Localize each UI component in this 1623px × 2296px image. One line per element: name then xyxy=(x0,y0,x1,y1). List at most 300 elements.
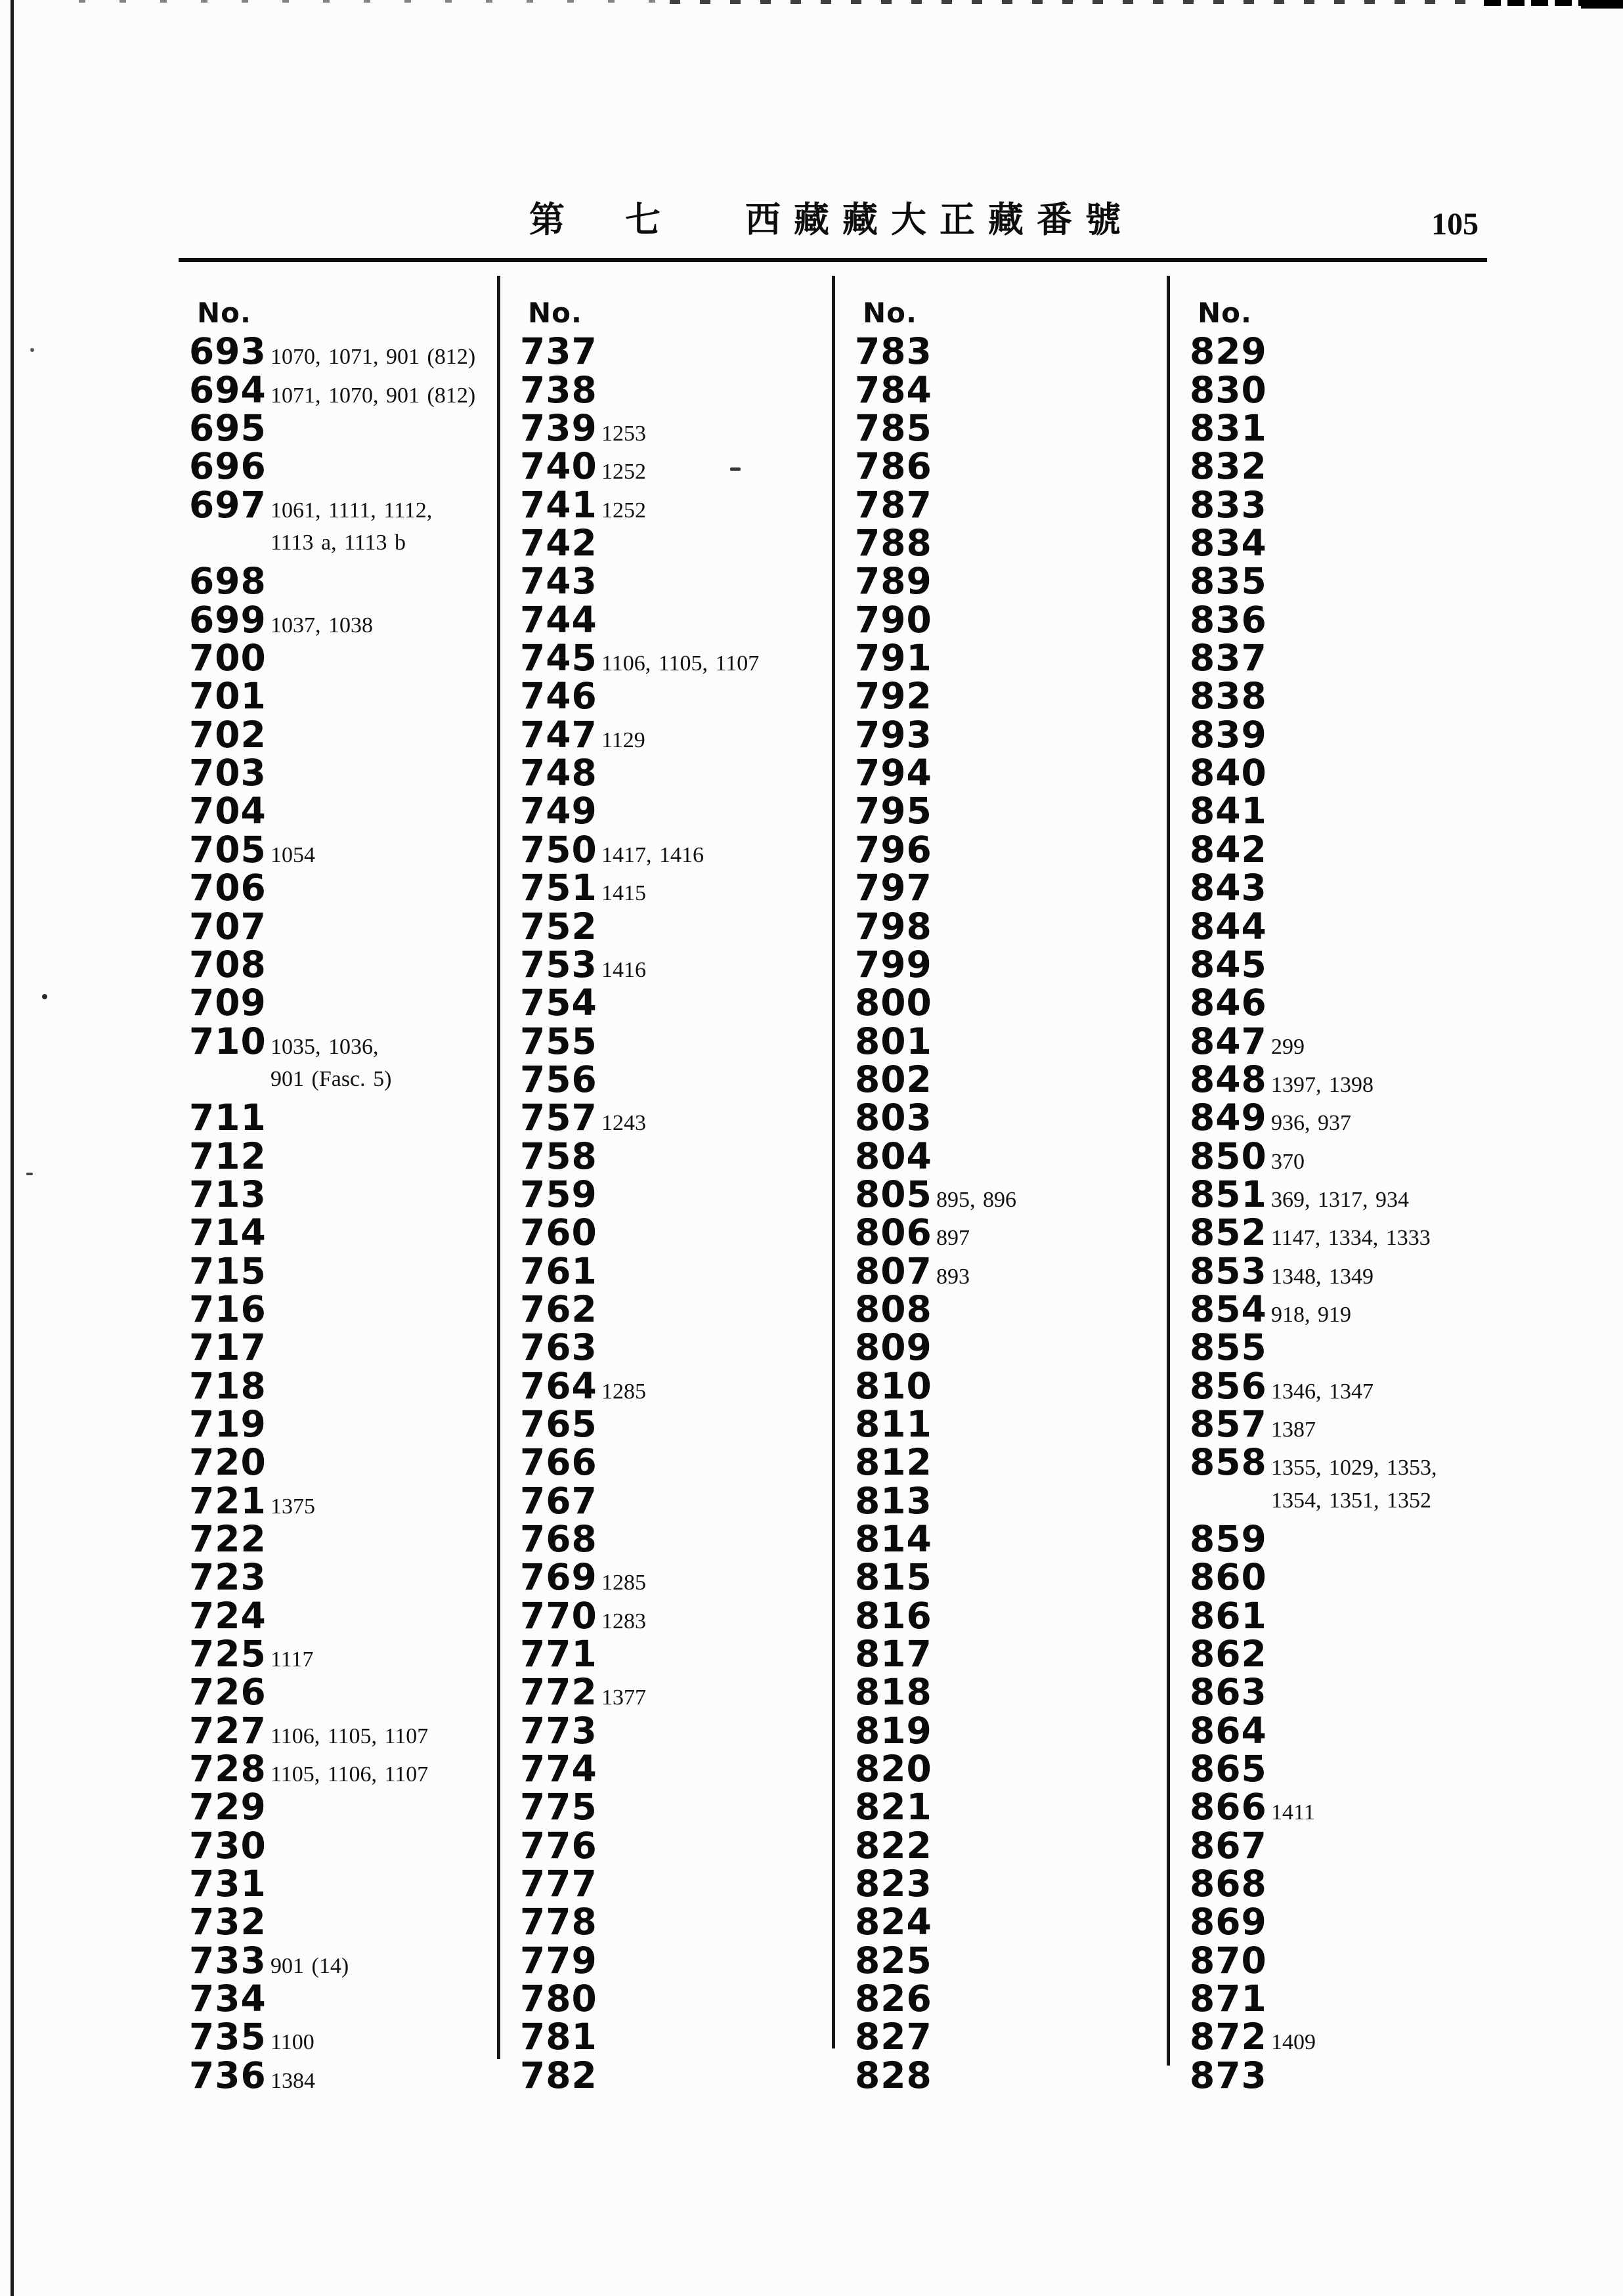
tibetan-canon-number: 722 xyxy=(189,1518,267,1560)
tibetan-canon-number: 749 xyxy=(520,790,597,833)
tibetan-canon-number: 713 xyxy=(189,1173,267,1215)
taisho-canon-refs: 1105, 1106, 1107 xyxy=(270,1762,429,1787)
table-row xyxy=(520,1060,829,1098)
table-row xyxy=(520,1824,829,1867)
table-row xyxy=(520,1137,829,1175)
table-row xyxy=(1190,1941,1498,1980)
taisho-canon-refs: 897 xyxy=(936,1226,970,1251)
tibetan-canon-number: 825 xyxy=(855,1939,932,1982)
table-row xyxy=(855,1633,1163,1676)
tibetan-canon-number: 862 xyxy=(1190,1633,1267,1676)
taisho-canon-refs: 1375 xyxy=(270,1494,315,1519)
tibetan-canon-number: 714 xyxy=(189,1211,267,1254)
taisho-canon-refs: 1409 xyxy=(1271,2030,1316,2055)
tibetan-canon-number: 762 xyxy=(520,1288,597,1330)
scan-artifact xyxy=(1581,0,1623,9)
table-row xyxy=(520,1750,829,1788)
taisho-canon-refs: 1285 xyxy=(601,1570,646,1595)
tibetan-canon-number: 871 xyxy=(1190,1978,1267,2020)
table-row xyxy=(189,1520,498,1558)
table-row xyxy=(855,1441,1163,1484)
tibetan-canon-number: 734 xyxy=(189,1978,267,2020)
table-row xyxy=(520,790,829,833)
table-row xyxy=(855,1402,1163,1445)
table-row xyxy=(855,675,1163,718)
tibetan-canon-number: 784 xyxy=(855,368,932,411)
taisho-canon-refs: 1384 xyxy=(270,2068,315,2093)
table-row xyxy=(855,560,1163,603)
tibetan-canon-number: 793 xyxy=(855,713,932,756)
taisho-canon-refs: 1117 xyxy=(270,1647,314,1672)
tibetan-canon-number: 772 xyxy=(520,1671,597,1714)
tibetan-canon-number: 758 xyxy=(520,1135,597,1177)
tibetan-canon-number: 765 xyxy=(520,1402,597,1445)
table-row xyxy=(855,1098,1163,1137)
tibetan-canon-number: 780 xyxy=(520,1978,597,2020)
table-row xyxy=(189,1175,498,1213)
table-row xyxy=(855,1671,1163,1714)
tibetan-canon-number: 766 xyxy=(520,1441,597,1484)
tibetan-canon-number: 828 xyxy=(855,2054,932,2096)
table-row xyxy=(1190,1290,1498,1328)
tibetan-canon-number: 752 xyxy=(520,905,597,947)
table-row xyxy=(1190,445,1498,488)
table-row xyxy=(520,2056,829,2094)
tibetan-canon-number: 775 xyxy=(520,1786,597,1829)
taisho-canon-refs: 370 xyxy=(1271,1149,1305,1174)
table-row xyxy=(855,713,1163,756)
taisho-canon-refs: 1397, 1398 xyxy=(1271,1072,1374,1097)
table-row xyxy=(855,2056,1163,2094)
table-row xyxy=(855,637,1163,680)
tibetan-canon-number: 760 xyxy=(520,1211,597,1254)
tibetan-canon-number: 702 xyxy=(189,713,267,756)
table-row xyxy=(520,637,829,680)
taisho-canon-refs: 1283 xyxy=(601,1609,646,1634)
tibetan-canon-number: 858 xyxy=(1190,1441,1267,1484)
table-row xyxy=(520,713,829,756)
tibetan-canon-number: 703 xyxy=(189,752,267,794)
table-row xyxy=(520,1022,829,1060)
tibetan-canon-number: 704 xyxy=(189,790,267,833)
tibetan-canon-number: 778 xyxy=(520,1901,597,1943)
tibetan-canon-number: 817 xyxy=(855,1633,932,1676)
taisho-canon-refs: 1348, 1349 xyxy=(1271,1264,1374,1289)
table-row xyxy=(1190,675,1498,718)
table-row xyxy=(520,1479,829,1522)
tibetan-canon-number: 763 xyxy=(520,1326,597,1369)
tibetan-canon-number: 721 xyxy=(189,1479,267,1522)
tibetan-canon-number: 694 xyxy=(189,368,267,411)
taisho-canon-refs: 1037, 1038 xyxy=(270,613,373,638)
taisho-canon-refs: 1416 xyxy=(601,957,646,982)
taisho-canon-refs: 1253 xyxy=(601,422,646,446)
taisho-canon-refs: 1071, 1070, 901 (812) xyxy=(270,383,476,408)
tibetan-canon-number: 782 xyxy=(520,2054,597,2096)
tibetan-canon-number: 839 xyxy=(1190,713,1267,756)
tibetan-canon-number: 802 xyxy=(855,1058,932,1100)
tibetan-canon-number: 736 xyxy=(189,2054,267,2096)
taisho-canon-refs: 1285 xyxy=(601,1379,646,1404)
table-row xyxy=(1190,598,1498,641)
taisho-canon-refs: 1252 xyxy=(601,460,646,485)
tibetan-canon-number: 776 xyxy=(520,1824,597,1867)
taisho-canon-refs: 1147, 1334, 1333 xyxy=(1271,1226,1431,1251)
table-row xyxy=(189,483,498,526)
tibetan-canon-number: 815 xyxy=(855,1556,932,1599)
table-row xyxy=(1190,754,1498,792)
scan-artifact xyxy=(1484,0,1582,6)
tibetan-canon-number: 790 xyxy=(855,598,932,641)
tibetan-canon-number: 823 xyxy=(855,1863,932,1905)
table-row xyxy=(1190,1211,1498,1254)
table-row xyxy=(1190,1786,1498,1829)
taisho-canon-refs: 936, 937 xyxy=(1271,1111,1351,1136)
table-row xyxy=(520,407,829,450)
table-row xyxy=(520,1520,829,1558)
tibetan-canon-number: 761 xyxy=(520,1249,597,1292)
table-row xyxy=(855,1709,1163,1752)
table-row xyxy=(189,560,498,603)
tibetan-canon-number: 824 xyxy=(855,1901,932,1943)
table-row xyxy=(1190,407,1498,450)
page-number: 105 xyxy=(1431,207,1479,242)
taisho-canon-refs: 1387 xyxy=(1271,1417,1316,1442)
tibetan-canon-number: 706 xyxy=(189,867,267,909)
tibetan-canon-number: 840 xyxy=(1190,752,1267,794)
taisho-canon-refs: 1243 xyxy=(601,1111,646,1136)
table-row xyxy=(189,1137,498,1175)
table-row xyxy=(855,445,1163,488)
tibetan-canon-number: 792 xyxy=(855,675,932,718)
tibetan-canon-number: 757 xyxy=(520,1096,597,1139)
table-row xyxy=(1190,368,1498,411)
table-row xyxy=(520,1211,829,1254)
tibetan-canon-number: 807 xyxy=(855,1249,932,1292)
tibetan-canon-number: 754 xyxy=(520,982,597,1024)
tibetan-canon-number: 719 xyxy=(189,1402,267,1445)
taisho-canon-refs: 1070, 1071, 901 (812) xyxy=(270,345,476,370)
table-row xyxy=(189,1249,498,1292)
tibetan-canon-number: 693 xyxy=(189,330,267,373)
tibetan-canon-number: 737 xyxy=(520,330,597,373)
tibetan-canon-number: 779 xyxy=(520,1939,597,1982)
tibetan-canon-number: 827 xyxy=(855,2016,932,2058)
table-row xyxy=(1190,560,1498,603)
tibetan-canon-number: 700 xyxy=(189,637,267,680)
tibetan-canon-number: 826 xyxy=(855,1978,932,2020)
table-row xyxy=(189,828,498,871)
tibetan-canon-number: 787 xyxy=(855,483,932,526)
tibetan-canon-number: 756 xyxy=(520,1058,597,1100)
column-header-row xyxy=(520,294,829,332)
table-row xyxy=(520,907,829,945)
tibetan-canon-number: 832 xyxy=(1190,445,1267,488)
table-row xyxy=(520,1098,829,1137)
scan-speck xyxy=(42,994,47,999)
tibetan-canon-number: 816 xyxy=(855,1594,932,1637)
table-row xyxy=(189,713,498,756)
table-row xyxy=(189,368,498,411)
tibetan-canon-number: 728 xyxy=(189,1748,267,1790)
tibetan-canon-number: 836 xyxy=(1190,598,1267,641)
tibetan-canon-number: 801 xyxy=(855,1020,932,1062)
table-row xyxy=(1190,790,1498,833)
table-row xyxy=(520,1249,829,1292)
column-header-row xyxy=(855,294,1163,332)
tibetan-canon-number: 864 xyxy=(1190,1709,1267,1752)
table-row xyxy=(520,1556,829,1599)
tibetan-canon-number: 805 xyxy=(855,1173,932,1215)
tibetan-canon-number: 856 xyxy=(1190,1364,1267,1407)
table-row xyxy=(189,984,498,1022)
tibetan-canon-number: 811 xyxy=(855,1402,932,1445)
table-row xyxy=(520,1709,829,1752)
tibetan-canon-number: 814 xyxy=(855,1518,932,1560)
tibetan-canon-number: 698 xyxy=(189,560,267,603)
table-row xyxy=(1190,1520,1498,1558)
tibetan-canon-number: 791 xyxy=(855,637,932,680)
column-header-row xyxy=(189,294,498,332)
tibetan-canon-number: 869 xyxy=(1190,1901,1267,1943)
table-row xyxy=(855,869,1163,907)
tibetan-canon-number: 707 xyxy=(189,905,267,947)
table-row xyxy=(855,522,1163,565)
tibetan-canon-number: 821 xyxy=(855,1786,932,1829)
tibetan-canon-number: 822 xyxy=(855,1824,932,1867)
table-row xyxy=(520,828,829,871)
table-row xyxy=(1190,945,1498,984)
taisho-canon-refs: 1035, 1036, xyxy=(270,1034,379,1059)
tibetan-canon-number: 850 xyxy=(1190,1135,1267,1177)
table-row xyxy=(1190,1556,1498,1599)
tibetan-canon-number: 794 xyxy=(855,752,932,794)
scan-artifact xyxy=(670,0,1484,4)
column-header: No. xyxy=(528,297,582,329)
taisho-canon-refs: 299 xyxy=(1271,1034,1305,1059)
scan-speck xyxy=(30,348,34,352)
tibetan-canon-number: 753 xyxy=(520,943,597,986)
tibetan-canon-number: 861 xyxy=(1190,1594,1267,1637)
table-row xyxy=(520,1175,829,1213)
tibetan-canon-number: 808 xyxy=(855,1288,932,1330)
tibetan-canon-number: 820 xyxy=(855,1748,932,1790)
tibetan-canon-number: 829 xyxy=(1190,330,1267,373)
section-number: 七 xyxy=(625,199,660,240)
table-row xyxy=(855,945,1163,984)
tibetan-canon-number: 781 xyxy=(520,2016,597,2058)
table-row xyxy=(520,1941,829,1980)
table-row xyxy=(1190,1249,1498,1292)
tibetan-canon-number: 710 xyxy=(189,1020,267,1062)
table-row xyxy=(855,1941,1163,1980)
table-row xyxy=(1190,1709,1498,1752)
table-row xyxy=(520,483,829,526)
taisho-canon-refs: 1377 xyxy=(601,1685,646,1710)
tibetan-canon-number: 695 xyxy=(189,407,267,450)
taisho-canon-refs: 1417, 1416 xyxy=(601,842,704,867)
tibetan-canon-number: 709 xyxy=(189,982,267,1024)
tibetan-canon-number: 870 xyxy=(1190,1939,1267,1982)
table-row xyxy=(520,522,829,565)
table-row xyxy=(855,984,1163,1022)
taisho-canon-refs: 901 (14) xyxy=(270,1953,349,1978)
table-row xyxy=(1190,483,1498,526)
scan-edge-line xyxy=(11,0,14,2296)
table-row xyxy=(855,1980,1163,2018)
table-row xyxy=(520,1441,829,1484)
tibetan-canon-number: 727 xyxy=(189,1709,267,1752)
table-row xyxy=(520,754,829,792)
tibetan-canon-number: 868 xyxy=(1190,1863,1267,1905)
table-row xyxy=(520,1671,829,1714)
table-row xyxy=(189,675,498,718)
table-row xyxy=(520,1633,829,1676)
table-row xyxy=(189,1824,498,1867)
tibetan-canon-number: 770 xyxy=(520,1594,597,1637)
table-row xyxy=(855,790,1163,833)
ref-column xyxy=(1190,294,1498,2094)
tibetan-canon-number: 849 xyxy=(1190,1096,1267,1139)
page-title: 西藏藏大正藏番號 xyxy=(745,199,1134,240)
tibetan-canon-number: 846 xyxy=(1190,982,1267,1024)
table-row xyxy=(855,407,1163,450)
taisho-canon-refs: 1061, 1111, 1112, xyxy=(270,498,433,523)
tibetan-canon-number: 735 xyxy=(189,2016,267,2058)
tibetan-canon-number: 788 xyxy=(855,522,932,565)
tibetan-canon-number: 835 xyxy=(1190,560,1267,603)
table-row xyxy=(189,1022,498,1060)
tibetan-canon-number: 746 xyxy=(520,675,597,718)
table-row xyxy=(1190,1441,1498,1484)
table-row xyxy=(189,2056,498,2094)
table-row xyxy=(189,1556,498,1599)
tibetan-canon-number: 838 xyxy=(1190,675,1267,718)
tibetan-canon-number: 745 xyxy=(520,637,597,680)
table-row xyxy=(855,598,1163,641)
table-row xyxy=(1190,1060,1498,1098)
column-header: No. xyxy=(863,297,917,329)
table-row xyxy=(855,1175,1163,1213)
tibetan-canon-number: 813 xyxy=(855,1479,932,1522)
tibetan-canon-number: 854 xyxy=(1190,1288,1267,1330)
taisho-canon-refs: 1411 xyxy=(1271,1800,1315,1825)
tibetan-canon-number: 777 xyxy=(520,1863,597,1905)
table-row xyxy=(855,1556,1163,1599)
taisho-canon-refs: 1355, 1029, 1353, xyxy=(1271,1456,1437,1481)
taisho-canon-refs: 1100 xyxy=(270,2030,314,2055)
tibetan-canon-number: 773 xyxy=(520,1709,597,1752)
table-row xyxy=(189,524,498,562)
table-row xyxy=(189,1865,498,1903)
tibetan-canon-number: 842 xyxy=(1190,828,1267,871)
taisho-canon-refs: 901 (Fasc. 5) xyxy=(270,1066,392,1091)
tibetan-canon-number: 860 xyxy=(1190,1556,1267,1599)
table-row xyxy=(1190,1175,1498,1213)
tibetan-canon-number: 859 xyxy=(1190,1518,1267,1560)
column-header-row xyxy=(1190,294,1498,332)
table-row xyxy=(1190,1865,1498,1903)
table-row xyxy=(1190,2018,1498,2056)
taisho-canon-refs: 1054 xyxy=(270,842,315,867)
tibetan-canon-number: 724 xyxy=(189,1594,267,1637)
taisho-canon-refs: 1113 a, 1113 b xyxy=(270,531,406,555)
table-row xyxy=(189,1750,498,1788)
taisho-canon-refs: 1415 xyxy=(601,881,646,906)
table-row xyxy=(189,1633,498,1676)
table-row xyxy=(189,1290,498,1328)
table-row xyxy=(1190,1098,1498,1137)
tibetan-canon-number: 865 xyxy=(1190,1748,1267,1790)
tibetan-canon-number: 744 xyxy=(520,598,597,641)
tibetan-canon-number: 769 xyxy=(520,1556,597,1599)
table-row xyxy=(520,445,829,488)
tibetan-canon-number: 747 xyxy=(520,713,597,756)
table-row xyxy=(1190,984,1498,1022)
table-row xyxy=(855,483,1163,526)
tibetan-canon-number: 738 xyxy=(520,368,597,411)
table-row xyxy=(520,1865,829,1903)
tibetan-canon-number: 857 xyxy=(1190,1402,1267,1445)
tibetan-canon-number: 726 xyxy=(189,1671,267,1714)
header-rule xyxy=(179,258,1487,262)
table-row xyxy=(520,1326,829,1369)
table-row xyxy=(855,1137,1163,1175)
taisho-canon-refs: 1129 xyxy=(601,727,645,752)
tibetan-canon-number: 800 xyxy=(855,982,932,1024)
scan-artifact xyxy=(79,0,670,3)
tibetan-canon-number: 843 xyxy=(1190,867,1267,909)
tibetan-canon-number: 844 xyxy=(1190,905,1267,947)
table-row xyxy=(1190,1364,1498,1407)
tibetan-canon-number: 696 xyxy=(189,445,267,488)
tibetan-canon-number: 783 xyxy=(855,330,932,373)
tibetan-canon-number: 715 xyxy=(189,1249,267,1292)
table-row xyxy=(1190,637,1498,680)
tibetan-canon-number: 834 xyxy=(1190,522,1267,565)
table-row xyxy=(1190,907,1498,945)
table-row xyxy=(855,907,1163,945)
tibetan-canon-number: 741 xyxy=(520,483,597,526)
tibetan-canon-number: 809 xyxy=(855,1326,932,1369)
table-row xyxy=(855,1364,1163,1407)
tibetan-canon-number: 712 xyxy=(189,1135,267,1177)
taisho-canon-refs: 1106, 1105, 1107 xyxy=(601,651,760,676)
tibetan-canon-number: 799 xyxy=(855,943,932,986)
table-row xyxy=(520,945,829,984)
table-row xyxy=(855,1865,1163,1903)
table-row xyxy=(189,1211,498,1254)
table-row xyxy=(520,1402,829,1445)
table-row xyxy=(189,869,498,907)
tibetan-canon-number: 831 xyxy=(1190,407,1267,450)
table-row xyxy=(520,560,829,603)
table-row xyxy=(1190,522,1498,565)
table-row xyxy=(520,1980,829,2018)
taisho-canon-refs: 1346, 1347 xyxy=(1271,1379,1374,1404)
tibetan-canon-number: 771 xyxy=(520,1633,597,1676)
tibetan-canon-number: 699 xyxy=(189,598,267,641)
table-row xyxy=(520,598,829,641)
table-row xyxy=(189,1479,498,1522)
tibetan-canon-number: 751 xyxy=(520,867,597,909)
tibetan-canon-number: 742 xyxy=(520,522,597,565)
tibetan-canon-number: 845 xyxy=(1190,943,1267,986)
tibetan-canon-number: 812 xyxy=(855,1441,932,1484)
table-row xyxy=(520,1786,829,1829)
taisho-canon-refs: 1106, 1105, 1107 xyxy=(270,1723,429,1748)
tibetan-canon-number: 819 xyxy=(855,1709,932,1752)
